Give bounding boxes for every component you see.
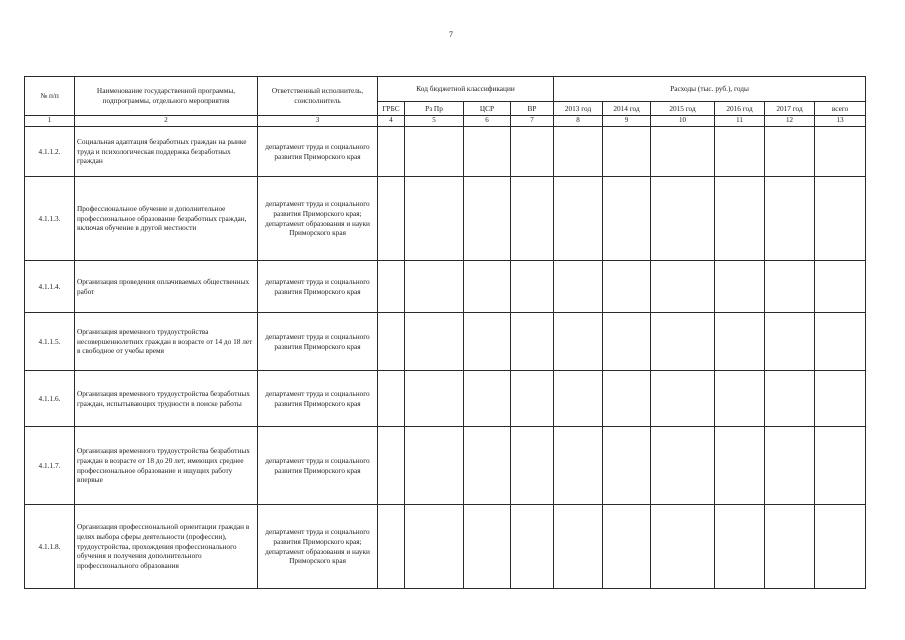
column-number: 13 (815, 116, 866, 127)
row-number: 4.1.1.6. (25, 371, 75, 427)
table-row (25, 371, 866, 427)
cell-total (815, 261, 866, 313)
executor: департамент труда и социального развития Приморского края; департамент образования и науки Приморского края (258, 505, 378, 589)
cell-2014 (603, 177, 651, 261)
activity-name: Организация временного трудоустройства несовершеннолетних граждан в возрасте от 14 до 18 лет в свободное от учебы время (75, 313, 258, 371)
cell-2013 (554, 127, 603, 177)
activity-name: Организация профессиональной ориентации граждан в целях выбора сферы деятельности (профессии), трудоустройства, прохождения профессионального обучения и получения дополнительного профессионального образования (75, 505, 258, 589)
cell-csr (464, 127, 511, 177)
page-number: 7 (449, 30, 453, 39)
cell-2013 (554, 505, 603, 589)
cell-vr (511, 177, 554, 261)
column-number: 3 (258, 116, 378, 127)
cell-2014 (603, 427, 651, 505)
executor: департамент труда и социального развития Приморского края (258, 371, 378, 427)
cell-2015 (651, 427, 715, 505)
cell-rzpr (405, 177, 464, 261)
column-number: 6 (464, 116, 511, 127)
header-year-2016: 2016 год (715, 102, 765, 116)
header-name: Наименование государственной программы, подпрограммы, отдельного мероприятия (75, 77, 258, 116)
cell-2013 (554, 313, 603, 371)
cell-2013 (554, 177, 603, 261)
cell-2016 (715, 177, 765, 261)
table-row (25, 313, 866, 371)
cell-2015 (651, 371, 715, 427)
executor: департамент труда и социального развития Приморского края (258, 427, 378, 505)
table-row (25, 177, 866, 261)
column-number: 8 (554, 116, 603, 127)
cell-rzpr (405, 261, 464, 313)
cell-2014 (603, 261, 651, 313)
cell-2014 (603, 127, 651, 177)
cell-2013 (554, 261, 603, 313)
cell-rzpr (405, 127, 464, 177)
column-number: 11 (715, 116, 765, 127)
header-budget-code: Код бюджетной классификации (378, 77, 554, 102)
cell-2015 (651, 177, 715, 261)
cell-rzpr (405, 313, 464, 371)
cell-csr (464, 371, 511, 427)
table-row (25, 127, 866, 177)
cell-2016 (715, 371, 765, 427)
header-csr: ЦСР (464, 102, 511, 116)
header-vr: ВР (511, 102, 554, 116)
executor: департамент труда и социального развития Приморского края; департамент образования и науки Приморского края (258, 177, 378, 261)
cell-total (815, 427, 866, 505)
cell-grbs (378, 371, 405, 427)
header-year-2013: 2013 год (554, 102, 603, 116)
cell-rzpr (405, 427, 464, 505)
cell-2016 (715, 261, 765, 313)
header-grbs: ГРБС (378, 102, 405, 116)
cell-vr (511, 127, 554, 177)
cell-total (815, 371, 866, 427)
cell-2014 (603, 505, 651, 589)
table-row (25, 505, 866, 589)
cell-grbs (378, 427, 405, 505)
cell-2017 (765, 371, 815, 427)
executor: департамент труда и социального развития Приморского края (258, 127, 378, 177)
cell-vr (511, 261, 554, 313)
activity-name: Профессиональное обучение и дополнительное профессиональное образование безработных граждан, включая обучение в другой местности (75, 177, 258, 261)
cell-2017 (765, 127, 815, 177)
header-rzpr: Рз Пр (405, 102, 464, 116)
budget-table (24, 76, 866, 589)
cell-total (815, 177, 866, 261)
cell-2017 (765, 177, 815, 261)
cell-total (815, 313, 866, 371)
cell-2016 (715, 427, 765, 505)
cell-grbs (378, 505, 405, 589)
cell-2016 (715, 127, 765, 177)
column-number: 12 (765, 116, 815, 127)
activity-name: Организация проведения оплачиваемых общественных работ (75, 261, 258, 313)
cell-total (815, 505, 866, 589)
cell-2016 (715, 505, 765, 589)
cell-rzpr (405, 505, 464, 589)
column-number: 2 (75, 116, 258, 127)
cell-vr (511, 505, 554, 589)
column-number: 4 (378, 116, 405, 127)
cell-2013 (554, 371, 603, 427)
cell-2017 (765, 505, 815, 589)
cell-csr (464, 313, 511, 371)
header-expenses: Расходы (тыс. руб.), годы (554, 77, 866, 102)
header-total: всего (815, 102, 866, 116)
cell-2014 (603, 313, 651, 371)
cell-2013 (554, 427, 603, 505)
cell-grbs (378, 127, 405, 177)
cell-grbs (378, 313, 405, 371)
cell-2015 (651, 261, 715, 313)
cell-2015 (651, 313, 715, 371)
column-number: 10 (651, 116, 715, 127)
row-number: 4.1.1.7. (25, 427, 75, 505)
row-number: 4.1.1.8. (25, 505, 75, 589)
cell-vr (511, 313, 554, 371)
activity-name: Социальная адаптация безработных граждан на рынке труда и психологическая поддержка безработных граждан (75, 127, 258, 177)
cell-2017 (765, 261, 815, 313)
cell-grbs (378, 177, 405, 261)
cell-total (815, 127, 866, 177)
cell-2014 (603, 371, 651, 427)
cell-vr (511, 427, 554, 505)
column-number: 7 (511, 116, 554, 127)
cell-2016 (715, 313, 765, 371)
column-number: 9 (603, 116, 651, 127)
cell-2015 (651, 505, 715, 589)
cell-2015 (651, 127, 715, 177)
header-num: № п/п (25, 77, 75, 116)
executor: департамент труда и социального развития Приморского края (258, 313, 378, 371)
row-number: 4.1.1.2. (25, 127, 75, 177)
activity-name: Организация временного трудоустройства безработных граждан в возрасте от 18 до 20 лет, имеющих среднее профессиональное образование и ищущих работу впервые (75, 427, 258, 505)
cell-csr (464, 505, 511, 589)
header-year-2017: 2017 год (765, 102, 815, 116)
table-row (25, 427, 866, 505)
column-number: 1 (25, 116, 75, 127)
header-executor: Ответственный исполнитель, соисполнитель (258, 77, 378, 116)
executor: департамент труда и социального развития Приморского края (258, 261, 378, 313)
header-year-2014: 2014 год (603, 102, 651, 116)
cell-2017 (765, 427, 815, 505)
row-number: 4.1.1.3. (25, 177, 75, 261)
activity-name: Организация временного трудоустройства безработных граждан, испытывающих трудности в поиске работы (75, 371, 258, 427)
cell-csr (464, 261, 511, 313)
table-row (25, 261, 866, 313)
column-number-row (25, 116, 866, 127)
cell-rzpr (405, 371, 464, 427)
cell-vr (511, 371, 554, 427)
cell-grbs (378, 261, 405, 313)
cell-csr (464, 177, 511, 261)
header-year-2015: 2015 год (651, 102, 715, 116)
cell-csr (464, 427, 511, 505)
row-number: 4.1.1.4. (25, 261, 75, 313)
row-number: 4.1.1.5. (25, 313, 75, 371)
cell-2017 (765, 313, 815, 371)
column-number: 5 (405, 116, 464, 127)
